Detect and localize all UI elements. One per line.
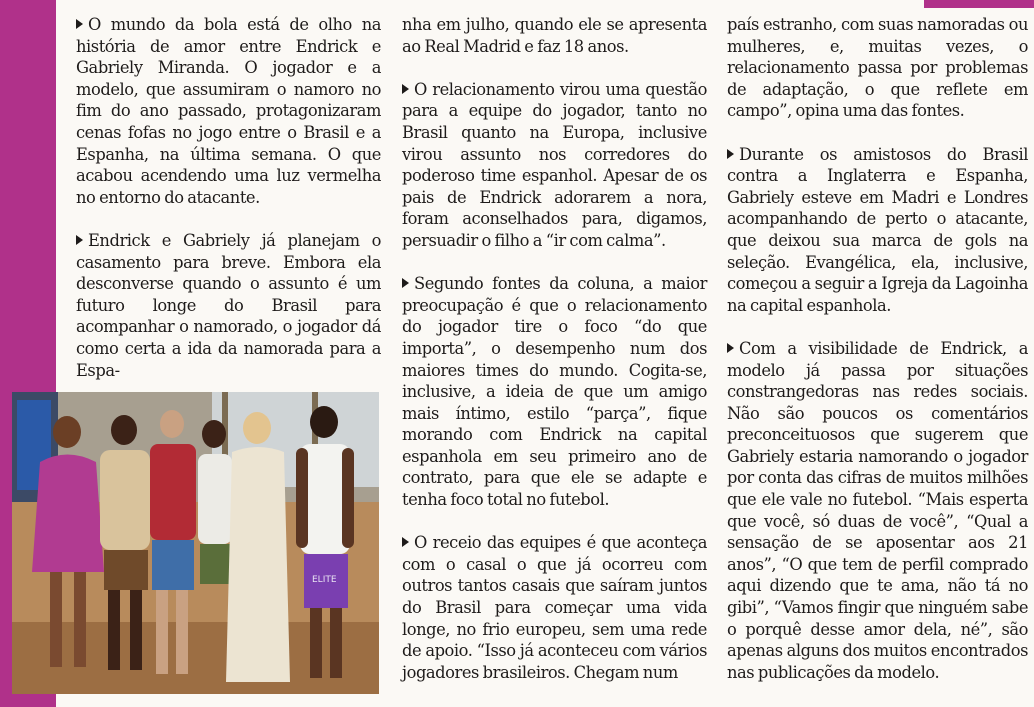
paragraph: O receio das equipes é que aconteça com o casal o que já ocorreu com outros tantos casais que saíram juntos do Brasil para começar uma vida longe, no frio europeu, sem uma rede de apoio. “Isso já aconteceu com vários jogadores brasileiros. Chegam num: [402, 533, 707, 682]
paragraph: O mundo da bola está de olho na história de amor entre Endrick e Gabriely Miranda. O jogador e a modelo, que assumiram o namoro no fim do ano passado, protagonizaram cenas fofas no jogo entre o Brasil e a Espanha, na última semana. O que acabou acendendo uma luz vermelha no entorno do atacante.: [76, 15, 381, 207]
paragraph: Durante os amistosos do Brasil contra a Inglaterra e Espanha, Gabriely esteve em Madri e Londres acompanhando de perto o atacante, que deixou sua marca de gols na seleção. Evangélica, ela, inclusive, começou a seguir a Igreja da Lagoinha na capital espanhola.: [727, 144, 1028, 315]
shirt-text: ELITE: [312, 575, 337, 585]
paragraph: Com a visibilidade de Endrick, a modelo já passa por situações constrangedoras nas redes sociais. Não são poucos os comentários preconceituosos que sugerem que Gabriely estaria namorando o jogador por conta das cifras de muitos milhões que ele vale no futebol. “Mais esperta que você, só duas de você”, “Qual a sensação de se aposentar aos 21 anos”, “O que tem de perfil comprado aqui dizendo que te ama, não tá no gibi”, “Vamos fingir que ninguém sabe o porquê desse amor dela, né”, são apenas alguns dos muitos encontrados nas publicações da modelo.: [727, 338, 1028, 682]
paragraph-marker-icon: [402, 278, 409, 288]
paragraph-marker-icon: [402, 84, 409, 94]
paragraph: O relacionamento virou uma questão para a equipe do jogador, tanto no Brasil quanto na Europa, inclusive virou assunto nos corredores do poderoso time espanhol. Apesar de os pais de Endrick adorarem a nora, foram aconselhados para, digamos, persuadir o filho a “ir com calma”.: [402, 79, 707, 250]
paragraph-marker-icon: [727, 343, 734, 353]
corner-tab: [924, 0, 1034, 8]
paragraph: nha em julho, quando ele se apresenta ao Real Madrid e faz 18 anos.: [402, 15, 707, 56]
paragraph-marker-icon: [727, 149, 734, 159]
group-photo-icon: [12, 392, 379, 694]
paragraph-marker-icon: [76, 19, 83, 29]
group-photo: [12, 392, 379, 694]
article-column-2: [402, 14, 707, 683]
article-column-1: [76, 14, 381, 381]
paragraph-marker-icon: [76, 235, 83, 245]
article-column-3: [727, 14, 1028, 683]
paragraph: Endrick e Gabriely já planejam o casamento para breve. Embora ela desconverse quando o assunto é um futuro longe do Brasil para acompanhar o namorado, o jogador dá como certa a ida da namorada para a Espa-: [76, 230, 381, 380]
paragraph: país estranho, com suas namoradas ou mulheres, e, muitas vezes, o relacionamento passa por problemas de adaptação, o que reflete em campo”, opina uma das fontes.: [727, 15, 1028, 121]
paragraph-marker-icon: [402, 537, 409, 547]
paragraph: Segundo fontes da coluna, a maior preocupação é que o relacionamento do jogador tire o foco “do que importa”, o desempenho num dos maiores times do mundo. Cogita-se, inclusive, a ideia de que um amigo mais íntimo, estilo “parça”, fique morando com Endrick na capital espanhola em seu primeiro ano de contrato, para que ele se adapte e tenha foco total no futebol.: [402, 274, 707, 510]
